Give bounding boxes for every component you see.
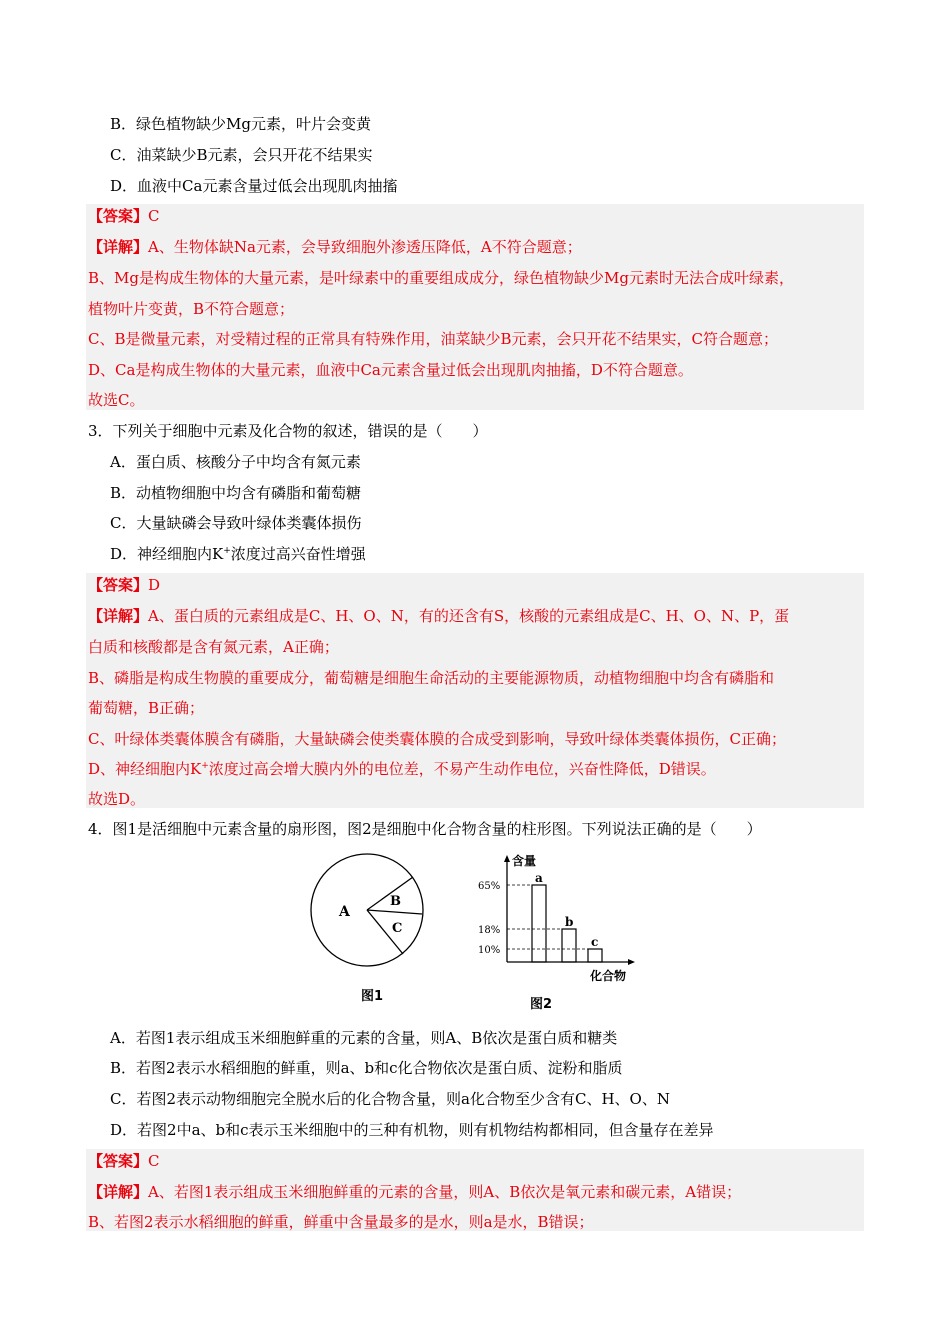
q3-option-d <box>110 544 366 564</box>
text: 浓度过高会增大膜内外的电位差，不易产生动作电位，兴奋性降低，D错误。 <box>208 760 716 778</box>
pie-label-a: A <box>339 904 350 920</box>
text: D．神经细胞内K <box>110 545 224 563</box>
q4-answer-box <box>86 1149 864 1231</box>
q3-detail-line <box>88 759 716 779</box>
q2-conclusion: 故选C。 <box>88 391 145 409</box>
q2-detail-line: D、Ca是构成生物体的大量元素，血液中Ca元素含量过低会出现肌肉抽搐，D不符合题意。 <box>88 361 693 379</box>
q2-detail-line: 植物叶片变黄，B不符合题意； <box>88 300 295 318</box>
detail-tag: 【详解】 <box>88 607 149 625</box>
bar-label-b: b <box>565 915 574 929</box>
q3-option-a: A．蛋白质、核酸分子中均含有氮元素 <box>110 453 361 471</box>
pie-label-b: B <box>390 894 401 909</box>
text: D、神经细胞内K <box>88 760 202 778</box>
detail-tag: 【详解】 <box>88 238 149 256</box>
detail-text: A、生物体缺Na元素，会导致细胞外渗透压降低，A不符合题意； <box>148 238 582 256</box>
q3-option-c: C．大量缺磷会导致叶绿体类囊体损伤 <box>110 514 362 532</box>
detail-text: A、若图1表示组成玉米细胞鲜重的元素的含量，则A、B依次是氧元素和碳元素，A错误； <box>148 1183 742 1201</box>
q4-option-c: C．若图2表示动物细胞完全脱水后的化合物含量，则a化合物至少含有C、H、O、N <box>110 1090 670 1108</box>
bar-b <box>562 929 576 962</box>
q4-detail-line: B、若图2表示水稻细胞的鲜重，鲜重中含量最多的是水，则a是水，B错误； <box>88 1213 594 1231</box>
q4-option-b: B．若图2表示水稻细胞的鲜重，则a、b和c化合物依次是蛋白质、淀粉和脂质 <box>110 1059 623 1077</box>
tick-65: 65% <box>478 881 501 892</box>
q4-option-d: D．若图2中a、b和c表示玉米细胞中的三种有机物，则有机物结构都相同，但含量存在差异 <box>110 1121 714 1139</box>
y-axis-arrow <box>504 855 510 862</box>
q2-option-d: D．血液中Ca元素含量过低会出现肌肉抽搐 <box>110 177 398 195</box>
figure-1-caption: 图1 <box>361 989 384 1004</box>
bar-c <box>588 949 602 962</box>
q2-answer-box <box>86 204 864 410</box>
q3-conclusion: 故选D。 <box>88 790 146 808</box>
q4-option-a: A．若图1表示组成玉米细胞鲜重的元素的含量，则A、B依次是蛋白质和糖类 <box>110 1029 618 1047</box>
bar-a <box>532 885 546 962</box>
answer-value: C <box>148 1152 160 1170</box>
q3-detail-line: B、磷脂是构成生物膜的重要成分，葡萄糖是细胞生命活动的主要能源物质，动植物细胞中均含有磷脂和 <box>88 669 775 687</box>
q3-answer-line <box>88 575 160 595</box>
answer-tag: 【答案】 <box>88 207 149 225</box>
q3-detail-line <box>88 606 789 626</box>
superscript: + <box>223 546 231 556</box>
bar-label-a: a <box>535 871 543 885</box>
q2-detail-line <box>88 237 582 257</box>
q4-detail-line <box>88 1182 741 1202</box>
q3-detail-line: 白质和核酸都是含有氮元素，A正确； <box>88 638 339 656</box>
superscript: + <box>201 761 209 771</box>
q4-answer-line <box>88 1151 160 1171</box>
answer-value: C <box>148 207 160 225</box>
bar-label-c: c <box>591 935 599 949</box>
pie-divider <box>367 910 422 914</box>
q3-option-b: B．动植物细胞中均含有磷脂和葡萄糖 <box>110 484 362 502</box>
figure-2-bar-chart <box>470 852 650 1010</box>
x-axis-label: 化合物 <box>590 969 627 983</box>
tick-18: 18% <box>478 925 501 936</box>
text: 浓度过高兴奋性增强 <box>230 545 366 563</box>
detail-text: A、蛋白质的元素组成是C、H、O、N，有的还含有S，核酸的元素组成是C、H、O、N、P，蛋 <box>148 607 790 625</box>
q2-detail-line: C、B是微量元素，对受精过程的正常具有特殊作用，油菜缺少B元素，会只开花不结果实，C符合题意； <box>88 330 779 348</box>
q2-answer-line <box>88 206 160 226</box>
x-axis-arrow <box>628 959 635 965</box>
answer-value: D <box>148 576 161 594</box>
pie-label-c: C <box>392 921 403 936</box>
q4-stem: 4．图1是活细胞中元素含量的扇形图，图2是细胞中化合物含量的柱形图。下列说法正确的是（ ） <box>88 820 762 838</box>
q3-stem: 3．下列关于细胞中元素及化合物的叙述，错误的是（ ） <box>88 422 488 440</box>
answer-tag: 【答案】 <box>88 1152 149 1170</box>
answer-tag: 【答案】 <box>88 576 149 594</box>
figure-2-caption: 图2 <box>530 997 553 1010</box>
q3-detail-line: C、叶绿体类囊体膜含有磷脂，大量缺磷会使类囊体膜的合成受到影响，导致叶绿体类囊体损伤，C正确； <box>88 730 786 748</box>
detail-tag: 【详解】 <box>88 1183 149 1201</box>
q3-answer-box <box>86 573 864 808</box>
figure-1-pie <box>305 850 455 1010</box>
y-axis-label: 含量 <box>512 854 537 868</box>
q3-detail-line: 葡萄糖，B正确； <box>88 699 205 717</box>
bars-group <box>507 871 602 962</box>
q2-option-c: C．油菜缺少B元素，会只开花不结果实 <box>110 146 373 164</box>
tick-10: 10% <box>478 945 501 956</box>
q2-detail-line: B、Mg是构成生物体的大量元素，是叶绿素中的重要组成成分，绿色植物缺少Mg元素时无法合成叶绿素， <box>88 269 794 287</box>
q2-option-b: B．绿色植物缺少Mg元素，叶片会变黄 <box>110 115 371 133</box>
